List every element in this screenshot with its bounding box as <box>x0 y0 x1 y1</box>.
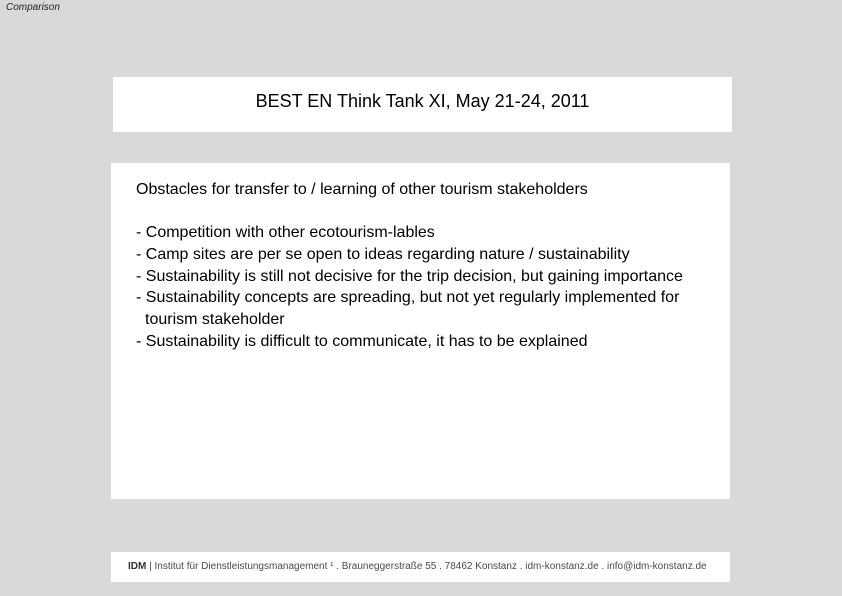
bullet-item: - Camp sites are per se open to ideas regarding nature / sustainability <box>136 245 630 263</box>
footer-bar <box>111 552 730 582</box>
bullet-list <box>136 222 730 353</box>
footer-brand-logo: IDM <box>128 561 147 572</box>
content-box <box>111 163 730 499</box>
bullet-item: - Sustainability is still not decisive for the trip decision, but gaining importance <box>136 267 683 285</box>
bullet-item: - Sustainability is difficult to communicate, it has to be explained <box>136 332 588 350</box>
slide-title: BEST EN Think Tank XI, May 21-24, 2011 <box>255 91 590 111</box>
title-box <box>113 77 732 132</box>
bullet-item: - Competition with other ecotourism-lables <box>136 224 435 241</box>
footer-address: | Institut für Dienstleistungsmanagement ¹ . Brauneggerstraße 55 . 78462 Konstanz . idm-konstanz.de . info@idm-konstanz.de <box>149 561 707 572</box>
slide-layout-label: Comparison <box>6 2 60 13</box>
bullet-item: - Sustainability concepts are spreading, but not yet regularly implemented for tourism stakeholder <box>136 289 680 329</box>
content-heading: Obstacles for transfer to / learning of other tourism stakeholders <box>136 181 588 198</box>
